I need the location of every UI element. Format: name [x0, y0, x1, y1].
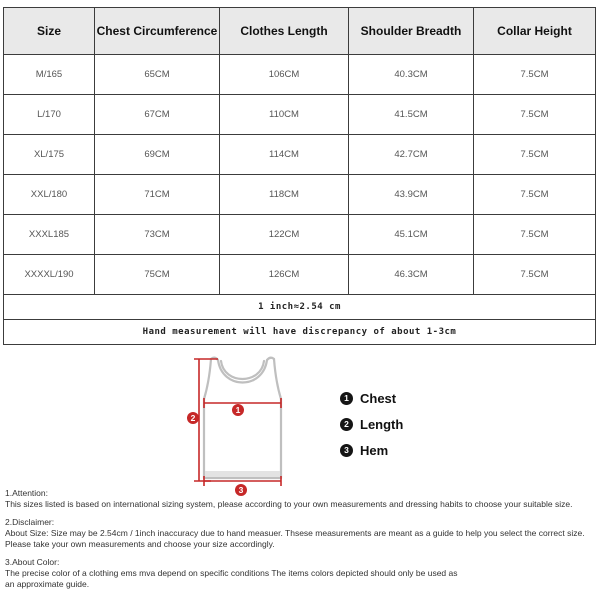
legend-label-chest: Chest: [360, 391, 397, 406]
about-color-text-line1: The precise color of a clothing ems mva depend on specific conditions The items colors depicted should only be used as: [5, 568, 458, 578]
collar-cell: 7.5CM: [474, 135, 596, 175]
legend-item-length: [340, 417, 403, 432]
col-header-size: Size: [4, 8, 95, 55]
about-color-heading: 3.About Color:: [5, 557, 60, 567]
disclaimer-text-line1: About Size: Size may be 2.54cm / 1inch inaccuracy due to hand measuer. Thsese measurements are meant as a guide to help you select the correct size.: [5, 528, 585, 538]
length-badge-icon: 2: [340, 418, 353, 431]
note-row: [4, 295, 596, 320]
attention-text: This sizes listed is based on international sizing system, please according to your own measurements and dressing habits to choose your suitable size.: [5, 499, 573, 509]
shoulder-cell: 45.1CM: [349, 215, 474, 255]
table-row: [4, 95, 596, 135]
col-header-chest-circumference: Chest Circumference: [95, 8, 220, 55]
diagram-legend: [340, 391, 403, 458]
shoulder-cell: 43.9CM: [349, 175, 474, 215]
chest-marker-number: 1: [235, 405, 241, 415]
measurement-markers: [187, 404, 247, 496]
attention-heading: 1.Attention:: [5, 488, 49, 498]
chest-cell: 69CM: [95, 135, 220, 175]
legend-label-length: Length: [360, 417, 404, 432]
col-header-collar-height: Collar Height: [474, 8, 596, 55]
legend-item-chest: [340, 391, 403, 406]
length-cell: 122CM: [220, 215, 349, 255]
table-row: [4, 215, 596, 255]
legend-label-hem: Hem: [360, 443, 389, 458]
header-row: [4, 8, 596, 55]
length-cell: 110CM: [220, 95, 349, 135]
chest-cell: 71CM: [95, 175, 220, 215]
note-row: [4, 320, 596, 345]
collar-cell: 7.5CM: [474, 55, 596, 95]
disclaimer-heading: 2.Disclaimer:: [5, 517, 55, 527]
size-cell: XXL/180: [4, 175, 95, 215]
vest-hem-band: [205, 471, 280, 477]
notes-block: [5, 488, 597, 597]
size-cell: XXXL185: [4, 215, 95, 255]
disclaimer-text-line2: Please take your own measurements and choose your size accordingly.: [5, 539, 275, 549]
collar-cell: 7.5CM: [474, 255, 596, 295]
length-marker-number: 2: [190, 413, 196, 423]
shoulder-cell: 40.3CM: [349, 55, 474, 95]
size-cell: M/165: [4, 55, 95, 95]
table-row: [4, 175, 596, 215]
vest-outline-icon: [204, 358, 281, 478]
legend-item-hem: [340, 443, 403, 458]
hand-measurement-note: Hand measurement will have discrepancy of about 1-3cm: [4, 320, 596, 345]
size-cell: XXXXL/190: [4, 255, 95, 295]
shoulder-cell: 42.7CM: [349, 135, 474, 175]
collar-cell: 7.5CM: [474, 175, 596, 215]
chest-cell: 67CM: [95, 95, 220, 135]
about-color-text-line2: an approximate guide.: [5, 579, 90, 589]
size-chart-table: [3, 7, 596, 345]
table-row: [4, 255, 596, 295]
length-cell: 118CM: [220, 175, 349, 215]
collar-cell: 7.5CM: [474, 215, 596, 255]
vest-measurement-diagram: [185, 352, 295, 498]
chest-cell: 65CM: [95, 55, 220, 95]
col-header-shoulder-breadth: Shoulder Breadth: [349, 8, 474, 55]
table-row: [4, 55, 596, 95]
size-cell: L/170: [4, 95, 95, 135]
length-cell: 114CM: [220, 135, 349, 175]
shoulder-cell: 41.5CM: [349, 95, 474, 135]
about-color-section: [5, 557, 597, 590]
collar-cell: 7.5CM: [474, 95, 596, 135]
length-cell: 126CM: [220, 255, 349, 295]
chest-cell: 75CM: [95, 255, 220, 295]
col-header-clothes-length: Clothes Length: [220, 8, 349, 55]
table-row: [4, 135, 596, 175]
shoulder-cell: 46.3CM: [349, 255, 474, 295]
attention-section: [5, 488, 597, 510]
hem-marker-number: 3: [238, 485, 244, 495]
chest-badge-icon: 1: [340, 392, 353, 405]
inch-conversion-note: 1 inch≈2.54 cm: [4, 295, 596, 320]
size-cell: XL/175: [4, 135, 95, 175]
chest-cell: 73CM: [95, 215, 220, 255]
hem-badge-icon: 3: [340, 444, 353, 457]
disclaimer-section: [5, 517, 597, 550]
length-cell: 106CM: [220, 55, 349, 95]
